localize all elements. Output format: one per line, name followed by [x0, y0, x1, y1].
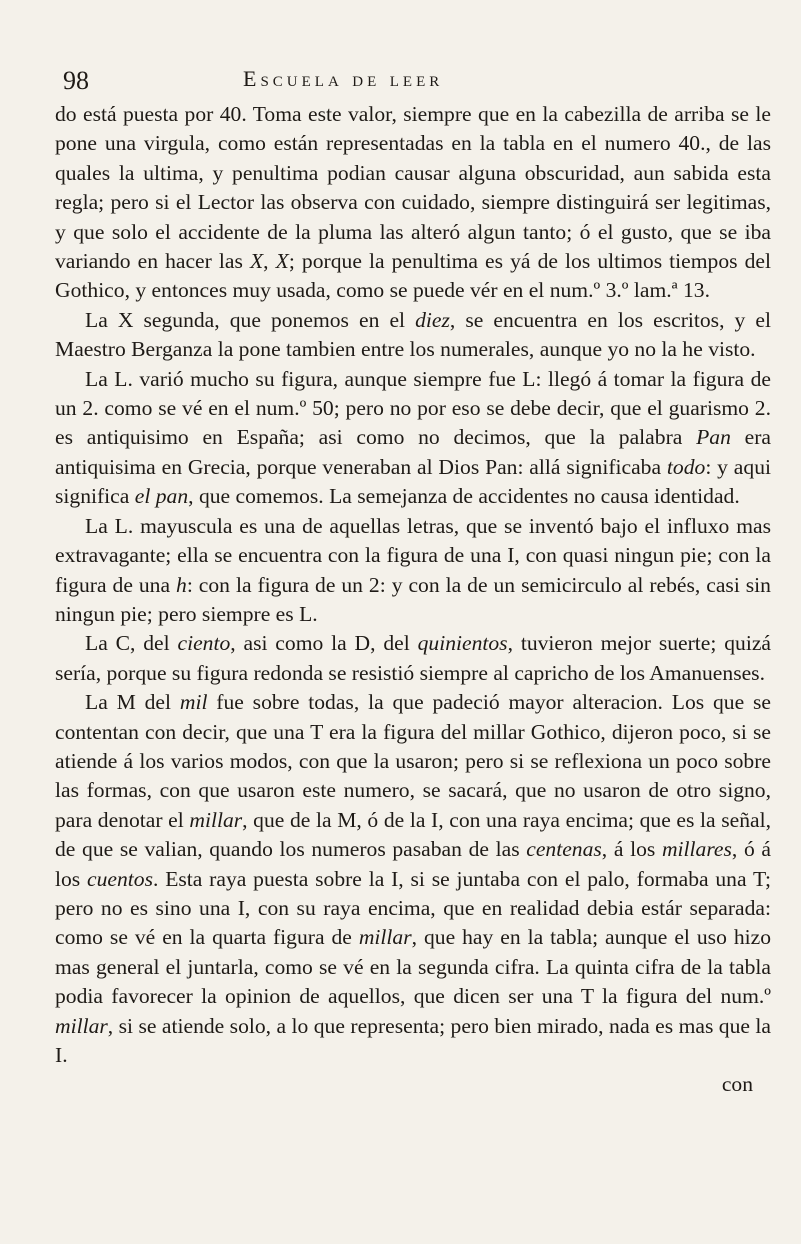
text-run: ; porque la penultima es yá de los ultimos tiempos del Gothico, y entonces muy usada, como se puede vér en el num.º 3.º lam.ª 13.	[55, 249, 772, 303]
text-run: La X segunda, que ponemos en el	[85, 307, 416, 332]
running-head	[55, 64, 771, 98]
paragraph	[55, 512, 771, 630]
italic-run: ciento	[177, 631, 231, 656]
body-text	[55, 100, 771, 1070]
text-run: La C, del	[85, 631, 178, 656]
text-run: , ó á los	[55, 837, 771, 891]
paragraph	[55, 365, 771, 512]
paragraph	[55, 629, 771, 688]
italic-run: Pan	[696, 425, 731, 450]
paragraph	[55, 688, 771, 1070]
italic-run: quinientos	[417, 631, 508, 656]
text-run: , tuvieron mejor suerte; quizá sería, porque su figura redonda se resistió siempre al capricho de los Amanuenses.	[55, 631, 771, 685]
italic-run: cuentos	[87, 866, 153, 891]
text-run: , asi como la D, del	[230, 631, 418, 656]
paragraph	[55, 100, 771, 306]
text-run: : con la figura de un 2: y con la de un semicirculo al rebés, casi sin ningun pie; pero siempre es L.	[55, 572, 771, 626]
italic-run: millares	[661, 837, 732, 862]
italic-run: todo	[666, 454, 706, 479]
italic-run: millar	[358, 925, 412, 950]
catchword: con	[721, 1072, 753, 1097]
italic-run: centenas	[526, 837, 602, 862]
text-run: , que de la M, ó de la I, con una raya encima; que es la señal, de que se valian, quando los numeros pasaban de las	[55, 807, 771, 862]
text-run: , si se atiende solo, a lo que representa; pero bien mirado, nada es mas que la I.	[55, 1013, 771, 1067]
page-number: 98	[63, 66, 89, 95]
italic-run: X	[249, 249, 264, 274]
running-title: Escuela de leer	[243, 66, 444, 91]
text-run: , que comemos. La semejanza de accidentes no causa identidad.	[188, 484, 740, 509]
italic-run: millar	[189, 807, 243, 832]
text-run: , que hay en la tabla; aunque el uso hizo mas general el juntarla, como se vé en la segunda cifra. La quinta cifra de la tabla podia favorecer la opinion de aquellos, que dicen ser una T la figura del num.º	[55, 925, 771, 1009]
paragraph	[55, 306, 771, 365]
text-run: do está puesta por 40. Toma este valor, siempre que en la cabezilla de arriba se le pone una virgula, como están representadas en la tabla en el numero 40., de las quales la ultima, y penultima podian causar alguna obscuridad, aun sabida esta regla; pero si el Lector las observa con cuidado, siempre distinguirá ser legitimas, y que solo el accidente de la pluma las alteró algun tanto; ó el gusto, que se iba variando en hacer las	[55, 102, 771, 274]
text-run: . Esta raya puesta sobre la I, si se juntaba con el palo, formaba una T; pero no es sino una I, con su raya encima, que en realidad debia estár separada: como se vé en la quarta figura de	[55, 866, 771, 950]
text-run: ,	[263, 249, 276, 274]
text-run: La L. mayuscula es una de aquellas letras, que se inventó bajo el influxo mas extravagante; ella se encuentra con la figura de una I, con quasi ningun pie; con la figura de una	[55, 513, 771, 597]
text-run: , á los	[601, 837, 662, 862]
text-run: fue sobre todas, la que padeció mayor alteracion. Los que se contentan con decir, que una T era la figura del millar Gothico, dijeron poco, si se atiende á los varios modos, con que la usaron; pero si se reflexiona un poco sobre las formas, con que usaron este numero, se sacará, que no usaron de otro signo, para denotar el	[55, 690, 771, 832]
italic-run: X	[275, 249, 289, 274]
italic-run: el pan	[134, 484, 189, 509]
text-run: , se encuentra en los escritos, y el Maestro Berganza la pone tambien entre los numerales, aunque yo no la he visto.	[55, 307, 771, 362]
italic-run: millar	[55, 1013, 108, 1038]
italic-run: diez	[415, 307, 450, 332]
text-run: era antiquisima en Grecia, porque veneraban al Dios Pan: allá significaba	[55, 425, 771, 479]
italic-run: mil	[179, 690, 208, 715]
italic-run: h	[176, 572, 187, 597]
text-run: La L. varió mucho su figura, aunque siempre fue L: llegó á tomar la figura de un 2. como se vé en el num.º 50; pero no por eso se debe decir, que el guarismo 2. es antiquisimo en España; asi como no decimos, que la palabra	[55, 366, 771, 450]
text-run: : y aqui significa	[55, 454, 771, 509]
text-run: La M del	[85, 690, 180, 715]
